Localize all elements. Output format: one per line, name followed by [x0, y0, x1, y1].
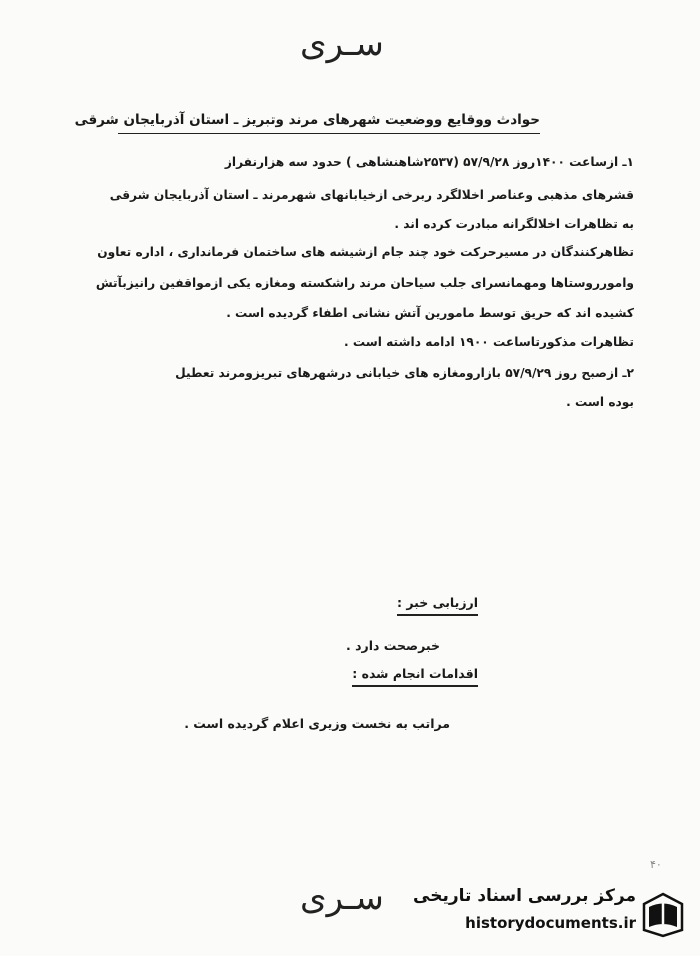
paragraph-line-1: ۱ـ ازساعت ۱۴۰۰روز ۵۷/۹/۲۸ (۲۵۳۷شاهنشاهی ) حدود سه هزارنفراز: [224, 155, 634, 169]
classification-stamp-top: سـری: [300, 24, 384, 64]
paragraph-line-7: تظاهرات مذکورتاساعت ۱۹۰۰ ادامه داشته است .: [343, 335, 634, 349]
watermark-url: historydocuments.ir: [465, 914, 636, 932]
watermark-name: مرکز بررسی اسناد تاریخی: [413, 886, 636, 906]
paragraph-line-6: کشیده اند که حریق توسط مامورین آتش نشانی اطفاء گردیده است .: [226, 306, 634, 320]
actions-text: مراتب به نخست وزیری اعلام گردیده است .: [184, 716, 450, 731]
paragraph-line-8: ۲ـ ازصبح روز ۵۷/۹/۲۹ بازارومغازه های خیابانی درشهرهای تبریزومرند تعطیل: [175, 366, 634, 380]
classification-stamp-bottom: سـری: [300, 878, 384, 918]
archive-watermark: [413, 884, 690, 944]
paragraph-line-9: بوده است .: [566, 395, 634, 409]
paragraph-line-5: وامورروستاها ومهمانسرای جلب سیاحان مرند راشکسته ومغازه یکی ازمواقفین رانیزبآتش: [95, 276, 634, 290]
evaluation-text: خبرصحت دارد .: [346, 638, 440, 653]
paragraph-line-3: به تظاهرات اخلالگرانه مبادرت کرده اند .: [394, 217, 634, 231]
margin-mark: ۴۰: [650, 858, 662, 871]
actions-label: اقدامات انجام شده :: [352, 666, 478, 687]
document-title: حوادث ووقایع ووضعیت شهرهای مرند وتبریز ـ استان آذربایجان شرقی: [118, 112, 540, 134]
evaluation-label: ارزیابی خبر :: [397, 595, 478, 616]
paragraph-line-2: قشرهای مذهبی وعناصر اخلالگرد ربرخی ازخیابانهای شهرمرند ـ استان آذربایجان شرقی: [109, 188, 634, 202]
paragraph-line-4: تظاهرکنندگان در مسیرحرکت خود چند جام ازشیشه های ساختمان فرمانداری ، اداره تعاون: [97, 245, 634, 259]
book-emblem-icon: [640, 890, 686, 938]
